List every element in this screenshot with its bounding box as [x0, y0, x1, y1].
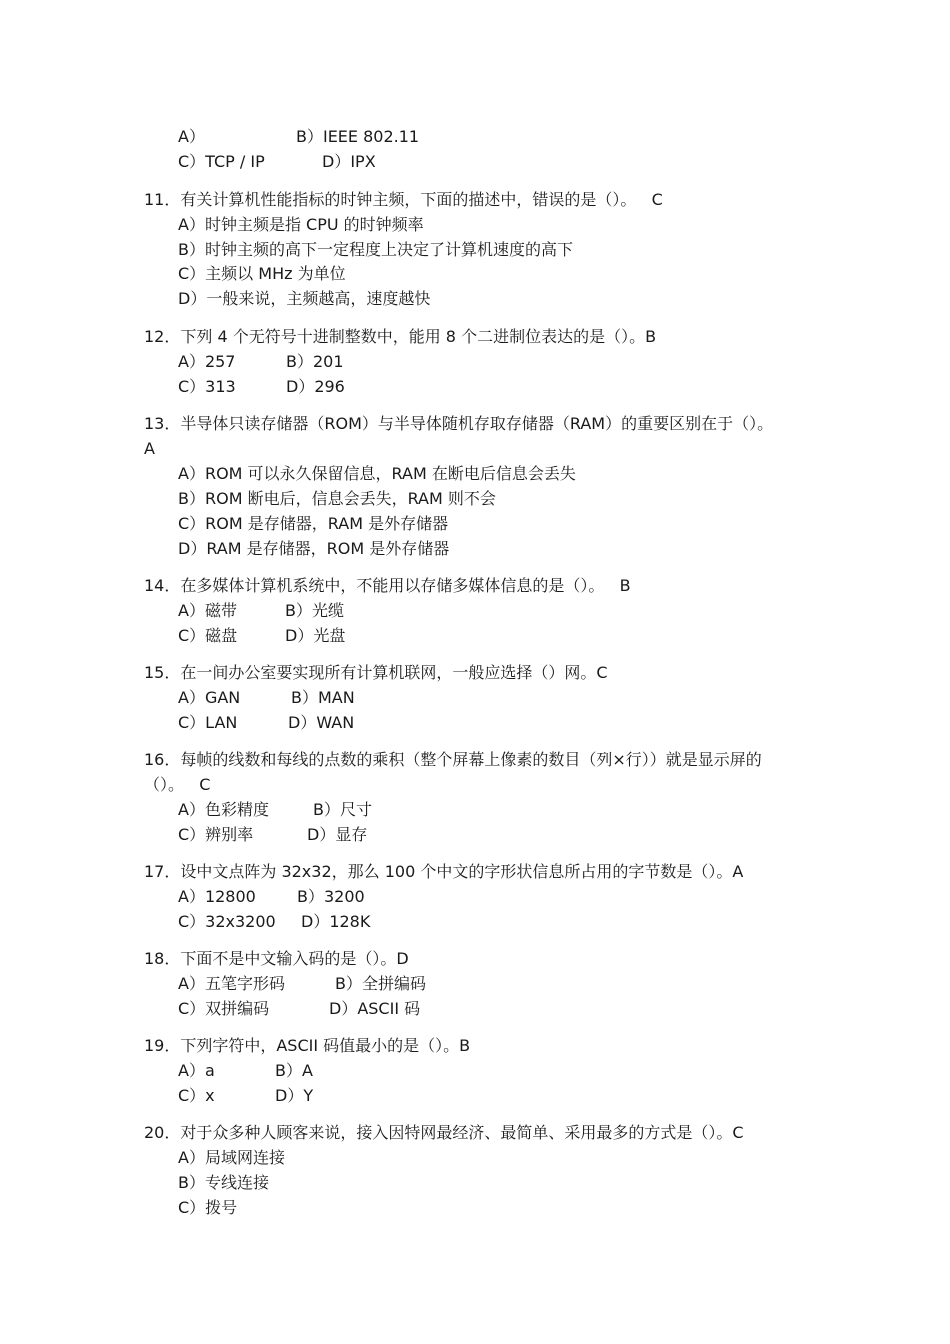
q15-option-d: D）WAN — [288, 713, 355, 732]
q20-option-c: C）拨号 — [178, 1198, 238, 1217]
q16-option-c: C）辨别率 — [178, 825, 254, 844]
q19-option-a: A）a — [178, 1061, 215, 1080]
q16-option-a: A）色彩精度 — [178, 800, 269, 819]
q11-option-c: C）主频以 MHz 为单位 — [178, 264, 346, 283]
q15-option-c: C）LAN — [178, 713, 238, 732]
q10-option-a: A） — [178, 127, 205, 146]
q11-option-d: D）一般来说，主频越高，速度越快 — [178, 289, 431, 308]
q12-stem: 12．下列 4 个无符号十进制整数中，能用 8 个二进制位表达的是（）。B — [144, 327, 657, 346]
q20-stem: 20．对于众多种人顾客来说，接入因特网最经济、最简单、采用最多的方式是（）。C — [144, 1123, 744, 1142]
q16-stem: 16．每帧的线数和每线的点数的乘积（整个屏幕上像素的数目（列×行））就是显示屏的 — [144, 750, 762, 769]
q13-stem-continued: A — [144, 439, 155, 458]
q15-option-b: B）MAN — [291, 688, 355, 707]
q19-option-c: C）x — [178, 1086, 215, 1105]
q18-option-d: D）ASCII 码 — [329, 999, 421, 1018]
q16-stem-continued: （）。 C — [144, 775, 211, 794]
q20-option-b: B）专线连接 — [178, 1173, 269, 1192]
q14-option-d: D）光盘 — [285, 626, 346, 645]
q12-option-a: A）257 — [178, 352, 236, 371]
q18-option-b: B）全拼编码 — [335, 974, 426, 993]
q18-option-a: A）五笔字形码 — [178, 974, 285, 993]
q15-stem: 15．在一间办公室要实现所有计算机联网，一般应选择（）网。C — [144, 663, 608, 682]
q14-option-b: B）光缆 — [285, 601, 344, 620]
q14-option-a: A）磁带 — [178, 601, 237, 620]
q11-option-b: B）时钟主频的高下一定程度上决定了计算机速度的高下 — [178, 240, 573, 259]
q13-stem: 13．半导体只读存储器（ROM）与半导体随机存取存储器（RAM）的重要区别在于（）。 — [144, 414, 774, 433]
q10-option-b: B）IEEE 802.11 — [296, 127, 420, 146]
q17-option-a: A）12800 — [178, 887, 256, 906]
q15-option-a: A）GAN — [178, 688, 241, 707]
q12-option-d: D）296 — [286, 377, 345, 396]
q17-option-d: D）128K — [301, 912, 371, 931]
q13-option-c: C）ROM 是存储器，RAM 是外存储器 — [178, 514, 449, 533]
q16-option-b: B）尺寸 — [313, 800, 372, 819]
q18-option-c: C）双拼编码 — [178, 999, 270, 1018]
q11-stem: 11．有关计算机性能指标的时钟主频，下面的描述中，错误的是（）。 C — [144, 190, 663, 209]
q13-option-d: D）RAM 是存储器，ROM 是外存储器 — [178, 539, 450, 558]
q10-option-c: C）TCP / IP — [178, 152, 265, 171]
q12-option-b: B）201 — [286, 352, 344, 371]
q12-option-c: C）313 — [178, 377, 236, 396]
q13-option-b: B）ROM 断电后，信息会丢失，RAM 则不会 — [178, 489, 496, 508]
q10-option-d: D）IPX — [322, 152, 376, 171]
q19-option-d: D）Y — [275, 1086, 314, 1105]
q11-option-a: A）时钟主频是指 CPU 的时钟频率 — [178, 215, 424, 234]
q17-option-c: C）32x3200 — [178, 912, 276, 931]
q16-option-d: D）显存 — [307, 825, 368, 844]
q18-stem: 18．下面不是中文输入码的是（）。D — [144, 949, 409, 968]
q14-option-c: C）磁盘 — [178, 626, 238, 645]
q14-stem: 14．在多媒体计算机系统中，不能用以存储多媒体信息的是（）。 B — [144, 576, 631, 595]
q17-stem: 17．设中文点阵为 32x32，那么 100 个中文的字形状信息所占用的字节数是（）。A — [144, 862, 744, 881]
q20-option-a: A）局域网连接 — [178, 1148, 285, 1167]
q17-option-b: B）3200 — [297, 887, 365, 906]
q13-option-a: A）ROM 可以永久保留信息，RAM 在断电后信息会丢失 — [178, 464, 576, 483]
q19-option-b: B）A — [275, 1061, 313, 1080]
q19-stem: 19．下列字符中，ASCII 码值最小的是（）。B — [144, 1036, 471, 1055]
